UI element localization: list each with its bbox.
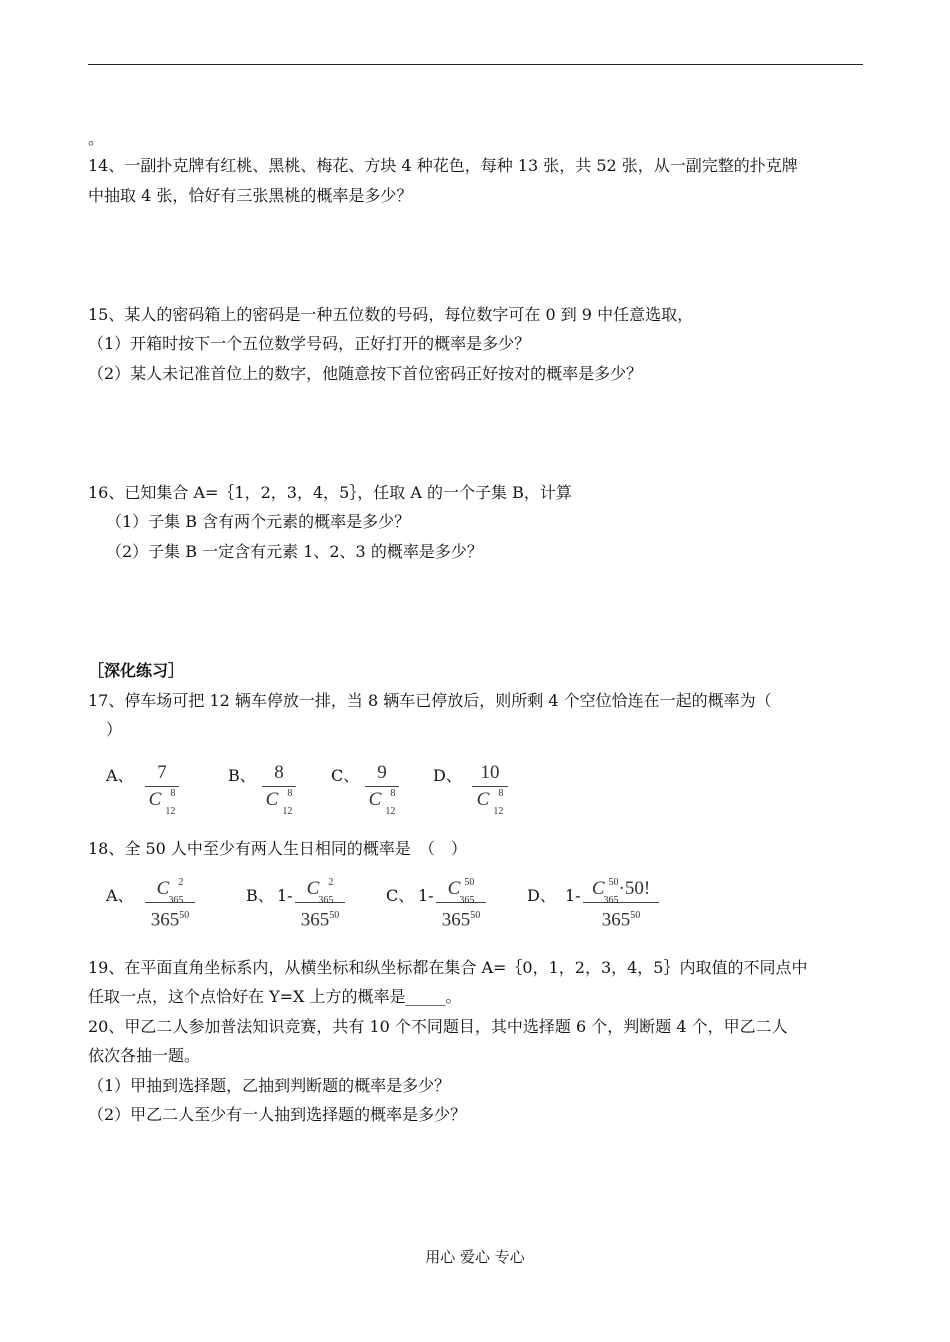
q17-option-b-fraction xyxy=(262,762,296,817)
q15-line3: （2）某人未记准首位上的数字，他随意按下首位密码正好按对的概率是多少？ xyxy=(88,364,643,383)
section-title: ［深化练习］ xyxy=(88,661,185,680)
q19-line1: 19、在平面直角坐标系内，从横坐标和纵坐标都在集合 A=｛0，1，2，3，4，5｝内取值的不同点中 xyxy=(88,958,808,977)
q17-option-b-numerator: 8 xyxy=(274,762,284,783)
q17-line1: 17、停车场可把 12 辆车停放一排，当 8 辆车已停放后，则所剩 4 个空位恰连在一起的概率为（ xyxy=(88,691,772,710)
q18-option-b-fraction xyxy=(295,878,345,931)
q15-line1: 15、某人的密码箱上的密码是一种五位数的号码，每位数字可在 0 到 9 中任意选取， xyxy=(88,305,694,324)
q18-option-d-label: D、 xyxy=(527,886,556,905)
q17-option-c-denominator: C 8 12 xyxy=(368,788,396,817)
q17-option-a-label: A、 xyxy=(106,766,134,785)
q16-line3: （2）子集 B 一定含有元素 1、2、3 的概率是多少？ xyxy=(106,542,483,561)
q19-line2: 任取一点，这个点恰好在 Y=X 上方的概率是_____。 xyxy=(88,987,462,1006)
q17-option-b-denominator: C 8 12 xyxy=(265,788,293,817)
q16-line2: （1）子集 B 含有两个元素的概率是多少？ xyxy=(106,512,411,531)
q18-option-d-fraction xyxy=(583,878,659,931)
q18-option-b-denominator: $365^{50}$ xyxy=(300,909,340,931)
q18-option-c-prefix: 1- xyxy=(418,886,434,905)
q17-option-d-fraction xyxy=(472,762,508,817)
q17-option-d-label: D、 xyxy=(433,766,462,785)
q20-line2: 依次各抽一题。 xyxy=(88,1046,201,1065)
q17-line2: ） xyxy=(106,720,123,739)
q18-option-d-prefix: 1- xyxy=(565,886,581,905)
q18-option-c-denominator: $365^{50}$ xyxy=(441,909,481,931)
q18-option-a-denominator: $365^{50}$ xyxy=(150,909,190,931)
q17-option-c-fraction xyxy=(365,762,399,817)
q17-option-c-numerator: 9 xyxy=(377,762,387,783)
q20-line3: （1）甲抽到选择题，乙抽到判断题的概率是多少？ xyxy=(88,1076,451,1095)
q18-option-a-label: A、 xyxy=(106,886,134,905)
q17-option-a-numerator: 7 xyxy=(157,762,167,783)
q18-option-b-prefix: 1- xyxy=(277,886,293,905)
q15-line2: （1）开箱时按下一个五位数学号码，正好打开的概率是多少？ xyxy=(88,334,531,353)
q18-option-d-denominator: $365^{50}$ xyxy=(601,909,641,931)
fraction-bar xyxy=(583,902,659,903)
q18-option-c-label: C、 xyxy=(386,886,415,905)
q18-line1: 18、全 50 人中至少有两人生日相同的概率是 （ ） xyxy=(88,839,467,858)
q17-option-d-numerator: 10 xyxy=(480,762,500,783)
q20-line1: 20、甲乙二人参加普法知识竞赛，共有 10 个不同题目，其中选择题 6 个，判断题 4 个，甲乙二人 xyxy=(88,1017,788,1036)
q18-option-a-numerator: C 2 365 xyxy=(156,877,184,906)
q14-line2: 中抽取 4 张，恰好有三张黑桃的概率是多少？ xyxy=(88,186,413,205)
q17-option-a-denominator: C 8 12 xyxy=(148,788,176,817)
q20-line4: （2）甲乙二人至少有一人抽到选择题的概率是多少？ xyxy=(88,1105,467,1124)
q18-option-d-numerator: C 50 365 ·50! xyxy=(591,877,651,906)
q18-option-c-numerator: C 50 365 xyxy=(447,877,475,906)
q17-option-b-label: B、 xyxy=(228,766,256,785)
q14-line1: 14、一副扑克牌有红桃、黑桃、梅花、方块 4 种花色，每种 13 张，共 52 张，从一副完整的扑克牌 xyxy=(88,156,798,175)
q18-option-a-fraction xyxy=(145,878,195,931)
q18-option-b-numerator: C 2 365 xyxy=(306,877,334,906)
q17-option-a-fraction xyxy=(145,762,179,817)
q18-option-c-fraction xyxy=(436,878,486,931)
header-rule xyxy=(88,64,863,65)
q17-option-d-denominator: C 8 12 xyxy=(476,788,504,817)
q16-line1: 16、已知集合 A=｛1，2，3，4，5｝，任取 A 的一个子集 B，计算 xyxy=(88,483,572,502)
q18-option-b-label: B、 xyxy=(246,886,274,905)
q17-option-c-label: C、 xyxy=(331,766,360,785)
stray-period: 。 xyxy=(88,129,105,148)
page-footer: 用心 爱心 专心 xyxy=(425,1248,525,1266)
